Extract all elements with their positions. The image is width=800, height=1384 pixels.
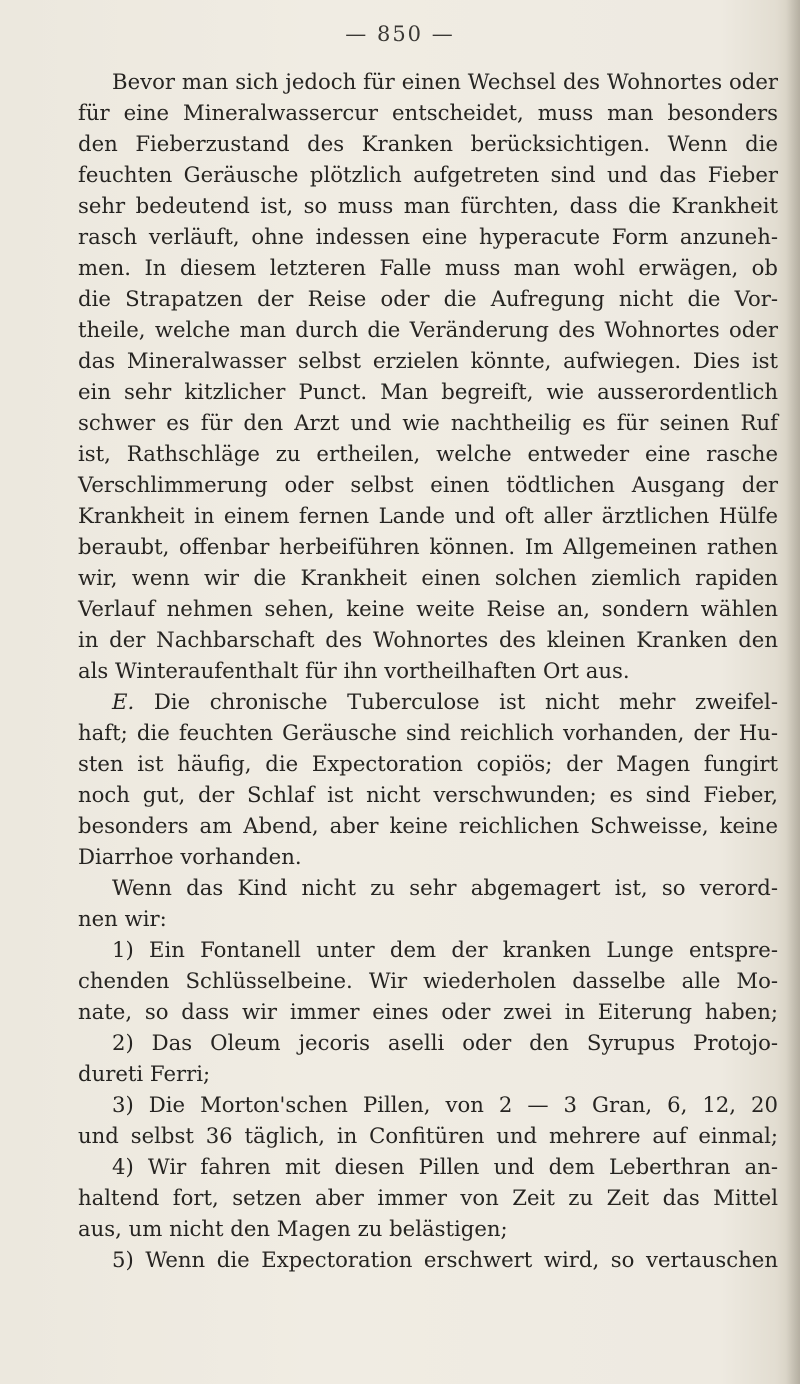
text-line: Wenn das Kind nicht zu sehr abgemagert ist, so verord- [112,875,778,900]
text-line: den Fieberzustand des Kranken berücksichtigen. Wenn die [78,131,778,156]
text-line: in der Nachbarschaft des Wohnortes des kleinen Kranken den [78,627,778,652]
text-line: men. In diesem letzteren Falle muss man wohl erwägen, ob [78,255,778,280]
text-line: Diarrhoe vorhanden. [78,844,302,869]
section-letter: E. [112,689,135,714]
text-line: ein sehr kitzlicher Punct. Man begreift, wie ausserordentlich [78,379,778,404]
text-line: 2) Das Oleum jecoris aselli oder den Syrupus Protojo- [112,1030,778,1055]
text-line: 3) Die Morton'schen Pillen, von 2 — 3 Gran, 6, 12, 20 [112,1092,778,1117]
text-line: chenden Schlüsselbeine. Wir wiederholen dasselbe alle Mo- [78,968,778,993]
text-line: Krankheit in einem fernen Lande und oft aller ärztlichen Hülfe [78,503,778,528]
text-line: 4) Wir fahren mit diesen Pillen und dem Leberthran an- [112,1154,778,1179]
text-line: wir, wenn wir die Krankheit einen solchen ziemlich rapiden [78,565,778,590]
text-line: besonders am Abend, aber keine reichlichen Schweisse, keine [78,813,778,838]
text-line: 1) Ein Fontanell unter dem der kranken Lunge entspre- [112,937,778,962]
text-line: und selbst 36 täglich, in Confitüren und mehrere auf einmal; [78,1123,778,1148]
body-text [78,66,778,1275]
page-number: — 850 — [345,22,455,46]
text-line: Bevor man sich jedoch für einen Wechsel des Wohnortes oder [112,69,778,94]
text-line: theile, welche man durch die Veränderung des Wohnortes oder [78,317,778,342]
text-line: aus, um nicht den Magen zu belästigen; [78,1216,508,1241]
text-line: Verschlimmerung oder selbst einen tödtlichen Ausgang der [78,472,778,497]
text-line: sehr bedeutend ist, so muss man fürchten, dass die Krankheit [78,193,778,218]
page-edge-shadow [786,0,800,1384]
text-line: 5) Wenn die Expectoration erschwert wird, so vertauschen [112,1247,778,1272]
line-text: Die chronische Tuberculose ist nicht mehr zweifel- [134,689,778,714]
text-line: rasch verläuft, ohne indessen eine hyperacute Form anzuneh- [78,224,778,249]
text-line: sten ist häufig, die Expectoration copiös; der Magen fungirt [78,751,778,776]
text-line: die Strapatzen der Reise oder die Aufregung nicht die Vor- [78,286,778,311]
text-line: dureti Ferri; [78,1061,211,1086]
text-line [78,686,778,717]
text-line: als Winteraufenthalt für ihn vortheilhaften Ort aus. [78,658,630,683]
text-line: haltend fort, setzen aber immer von Zeit zu Zeit das Mittel [78,1185,778,1210]
text-line: nate, so dass wir immer eines oder zwei in Eiterung haben; [78,999,778,1024]
text-line: beraubt, offenbar herbeiführen können. Im Allgemeinen rathen [78,534,778,559]
text-line: ist, Rathschläge zu ertheilen, welche entweder eine rasche [78,441,778,466]
text-line: für eine Mineralwassercur entscheidet, muss man besonders [78,100,778,125]
text-line: nen wir: [78,906,167,931]
text-line: noch gut, der Schlaf ist nicht verschwunden; es sind Fieber, [78,782,778,807]
text-line: feuchten Geräusche plötzlich aufgetreten sind und das Fieber [78,162,778,187]
text-line: das Mineralwasser selbst erzielen könnte, aufwiegen. Dies ist [78,348,778,373]
text-line: Verlauf nehmen sehen, keine weite Reise an, sondern wählen [78,596,778,621]
text-line: schwer es für den Arzt und wie nachtheilig es für seinen Ruf [78,410,778,435]
text-line: haft; die feuchten Geräusche sind reichlich vorhanden, der Hu- [78,720,778,745]
